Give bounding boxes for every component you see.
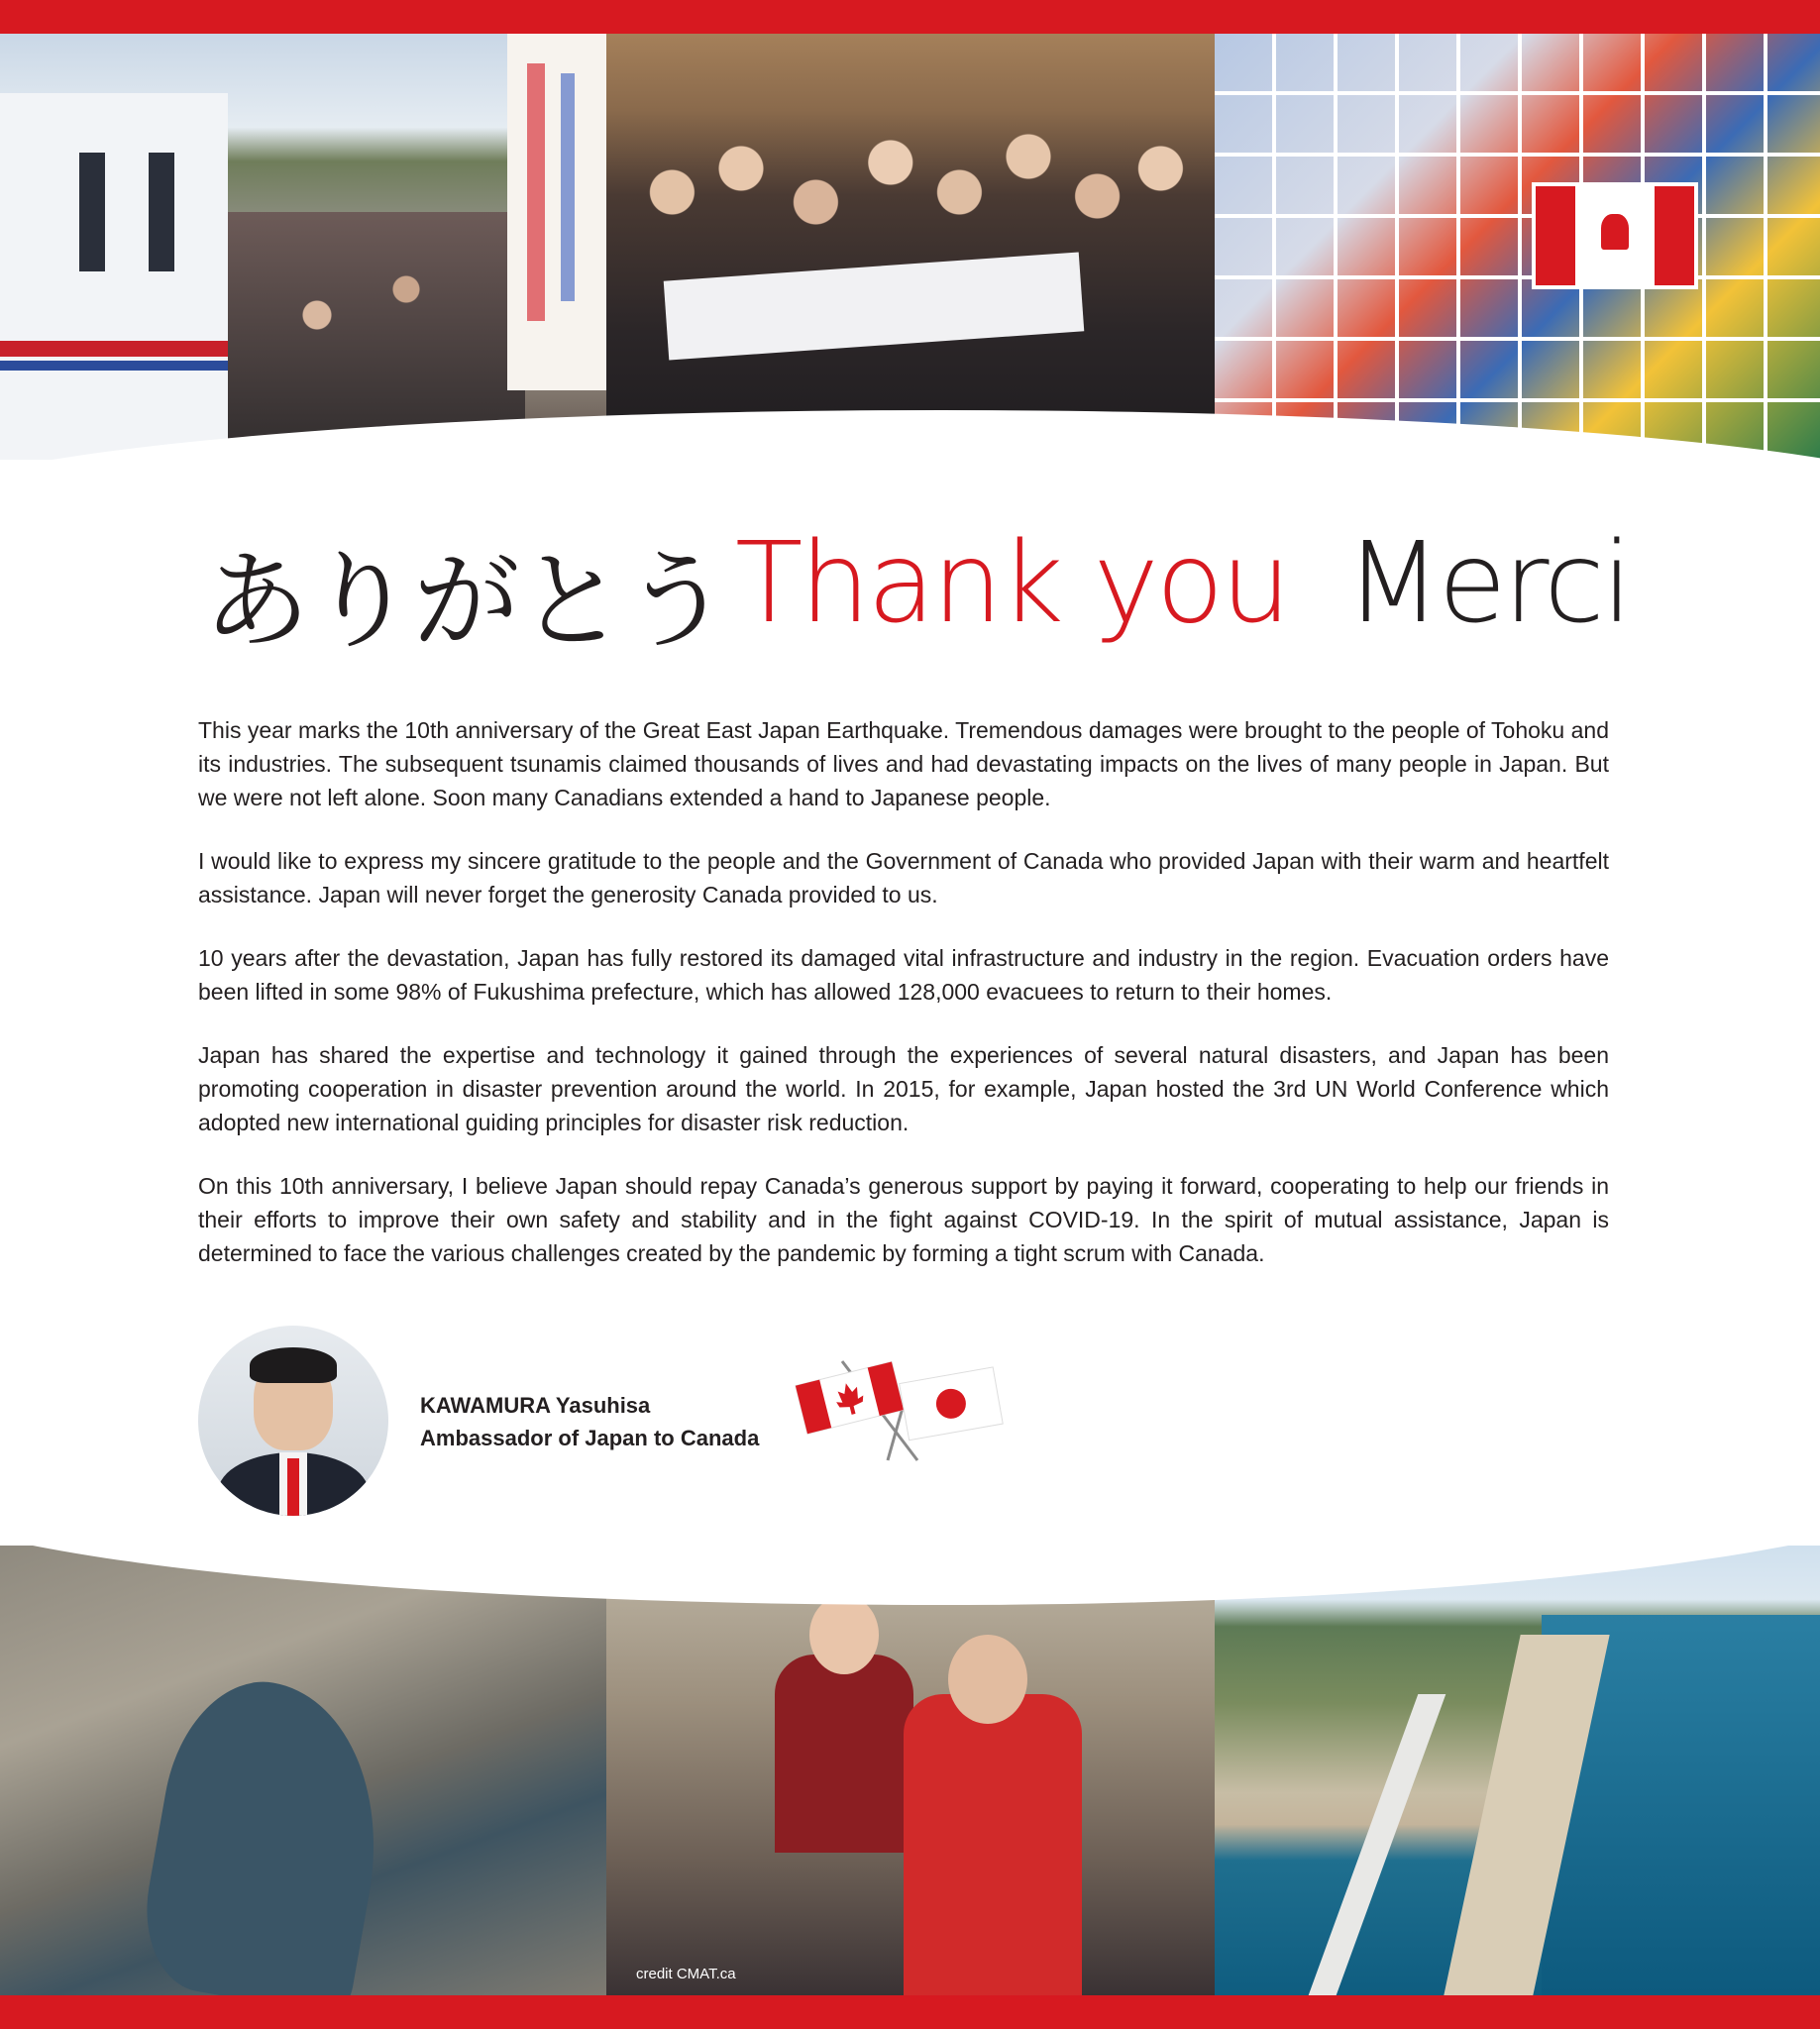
photo-credit: credit CMAT.ca [636, 1966, 736, 1982]
tsunami-aerial-photo [0, 1546, 606, 1995]
heading-french: Merci [1345, 519, 1630, 648]
heading-english: Thank you [735, 519, 1289, 648]
signature-block [420, 1389, 759, 1454]
signature-name: KAWAMURA Yasuhisa [420, 1393, 651, 1418]
paragraph: 10 years after the devastation, Japan has fully restored its damaged vital infrastructure and industry in the region. Evacuation orders have been lifted in some 98% of Fukushima prefecture, which has allowed 128,000 evacuees to return to their homes. [198, 945, 1609, 1005]
children-quilt-photo [1215, 34, 1820, 460]
kizuna-group-photo [606, 34, 1215, 460]
heading-japanese: ありがとう [203, 540, 729, 664]
signature-title: Ambassador of Japan to Canada [420, 1426, 760, 1450]
paragraph: Japan has shared the expertise and technology it gained through the experiences of several natural disasters, and Japan has been promoting cooperation in disaster prevention around the world. In 2015, for example, Japan hosted the 3rd UN World Conference which adopted new international guiding principles for disaster risk reduction. [198, 1042, 1609, 1135]
bottom-red-bar [0, 1995, 1820, 2029]
top-photo-band [0, 34, 1820, 460]
crossed-flags [791, 1353, 1005, 1464]
paragraph: I would like to express my sincere gratitude to the people and the Government of Canada who provided Japan with their warm and heartfelt assistance. Japan will never forget the generosity Canada provided to us. [198, 848, 1609, 908]
ambassador-portrait [198, 1326, 388, 1516]
restored-coastline-photo [1215, 1546, 1820, 1995]
train-station-photo [0, 34, 606, 460]
top-red-bar [0, 0, 1820, 34]
paragraph: On this 10th anniversary, I believe Japan should repay Canada’s generous support by paying it forward, cooperating to help our friends in their efforts to improve their own safety and stability and in the fight against COVID-19. In the spirit of mutual assistance, Japan is determined to face the various challenges created by the pandemic by forming a tight scrum with Canada. [198, 1173, 1609, 1266]
letter-body [198, 713, 1609, 1300]
paragraph: This year marks the 10th anniversary of the Great East Japan Earthquake. Tremendous damages were brought to the people of Tohoku and its industries. The subsequent tsunamis claimed thousands of lives and had devastating impacts on the lives of many people in Japan. But we were not left alone. Soon many Canadians extended a hand to Japanese people. [198, 717, 1609, 810]
japan-flag-icon [900, 1367, 1004, 1441]
bottom-photo-band [0, 1546, 1820, 1995]
relief-workers-photo [606, 1546, 1215, 1995]
thank-you-heading [0, 515, 1820, 664]
